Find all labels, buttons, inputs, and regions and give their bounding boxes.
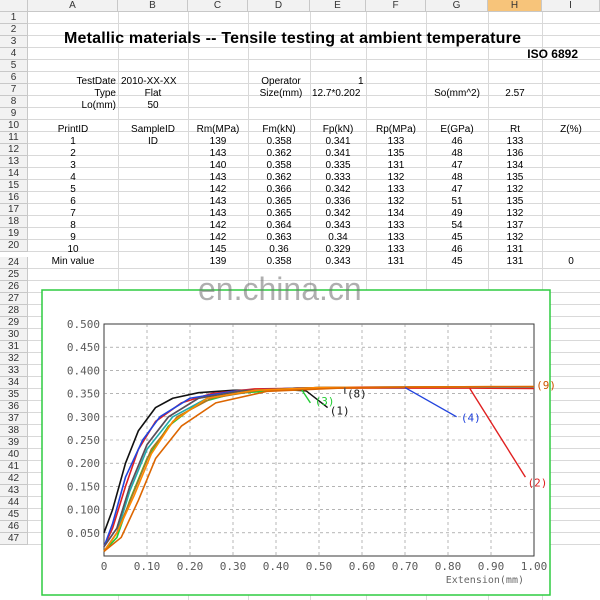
table-cell[interactable]: 131 <box>387 160 405 171</box>
operator-value[interactable]: 1 <box>358 76 364 87</box>
row-header[interactable]: 12 <box>0 144 28 156</box>
column-header-i[interactable]: I <box>542 0 600 12</box>
x-tick-label: 0.10 <box>133 560 161 573</box>
table-cell[interactable]: 136 <box>506 148 524 159</box>
row-header[interactable]: 14 <box>0 168 28 180</box>
row-gridline <box>28 268 600 269</box>
row-header[interactable]: 38 <box>0 425 28 437</box>
row-header[interactable]: 4 <box>0 48 28 60</box>
column-header-h[interactable]: H <box>488 0 542 12</box>
row-header[interactable]: 42 <box>0 473 28 485</box>
table-cell[interactable]: 134 <box>387 208 405 219</box>
table-cell[interactable]: 137 <box>506 220 524 231</box>
row-header[interactable]: 19 <box>0 228 28 240</box>
table-cell[interactable]: 0.342 <box>325 208 351 219</box>
table-cell[interactable]: 0.358 <box>266 160 292 171</box>
row-header[interactable]: 29 <box>0 317 28 329</box>
row-header[interactable]: 35 <box>0 389 28 401</box>
select-all-corner[interactable] <box>0 0 28 12</box>
x-axis-label: Extension(mm) <box>445 575 524 586</box>
table-cell[interactable]: 133 <box>387 232 405 243</box>
table-cell[interactable]: 133 <box>387 220 405 231</box>
table-cell[interactable]: ID <box>148 136 158 147</box>
lo-label: Lo(mm) <box>81 100 116 111</box>
table-header: Rm(MPa) <box>196 124 240 135</box>
operator-label: Operator <box>261 76 301 87</box>
row-gridline <box>28 23 600 24</box>
table-cell[interactable]: 142 <box>209 184 227 195</box>
row-header[interactable]: 8 <box>0 96 28 108</box>
x-tick-label: 0.50 <box>305 560 333 573</box>
row-header[interactable]: 24 <box>0 257 28 269</box>
table-cell[interactable]: 0.363 <box>266 232 292 243</box>
row-header[interactable]: 11 <box>0 132 28 144</box>
row-header[interactable]: 7 <box>0 84 28 96</box>
type-label: Type <box>94 88 116 99</box>
row-header[interactable]: 32 <box>0 353 28 365</box>
x-tick-label: 0 <box>100 560 108 573</box>
table-cell[interactable]: 135 <box>506 172 524 183</box>
table-header: Rt <box>510 124 520 135</box>
row-header[interactable]: 26 <box>0 281 28 293</box>
row-header[interactable]: 9 <box>0 108 28 120</box>
row-header[interactable]: 15 <box>0 180 28 192</box>
y-tick-label: 0.050 <box>66 526 100 540</box>
table-cell[interactable]: 134 <box>506 160 524 171</box>
table-cell[interactable]: 143 <box>209 172 227 183</box>
tensile-curve-chart <box>42 290 557 595</box>
x-tick-label: 0.40 <box>262 560 290 573</box>
row-header[interactable]: 13 <box>0 156 28 168</box>
table-cell[interactable]: 6 <box>70 196 76 207</box>
table-cell[interactable]: 132 <box>506 232 524 243</box>
column-header-b[interactable]: B <box>118 0 188 12</box>
table-header: SampleID <box>131 124 175 135</box>
so-value[interactable]: 2.57 <box>505 88 525 99</box>
table-cell[interactable]: 0.341 <box>325 148 351 159</box>
table-cell[interactable]: Min value <box>51 256 95 267</box>
table-cell[interactable]: 133 <box>387 184 405 195</box>
table-cell[interactable]: 0.362 <box>266 172 292 183</box>
y-tick-label: 0.100 <box>66 503 100 517</box>
table-header: Rp(MPa) <box>375 124 417 135</box>
table-cell[interactable]: 135 <box>387 148 405 159</box>
size-value[interactable]: 12.7*0.202 <box>312 88 361 99</box>
table-cell[interactable]: 135 <box>506 196 524 207</box>
y-tick-label: 0.400 <box>66 364 100 378</box>
table-header: PrintID <box>57 124 89 135</box>
row-header[interactable]: 46 <box>0 521 28 533</box>
row-header[interactable]: 31 <box>0 341 28 353</box>
x-tick-label: 0.80 <box>434 560 462 573</box>
y-tick-label: 0.250 <box>66 434 100 447</box>
row-header[interactable]: 25 <box>0 269 28 281</box>
row-header[interactable]: 47 <box>0 533 28 545</box>
table-cell[interactable]: 54 <box>451 220 463 231</box>
table-cell[interactable]: 3 <box>70 160 76 171</box>
column-header-g[interactable]: G <box>426 0 488 12</box>
table-cell[interactable]: 0.343 <box>325 256 351 267</box>
x-tick-label: 0.30 <box>219 560 247 573</box>
series-annotation: (4) <box>460 411 481 425</box>
table-cell[interactable]: 48 <box>451 148 463 159</box>
row-header[interactable]: 37 <box>0 413 28 425</box>
table-cell[interactable]: 143 <box>209 148 227 159</box>
column-header-a[interactable]: A <box>28 0 118 12</box>
table-cell[interactable]: 0.365 <box>266 196 292 207</box>
row-header[interactable]: 1 <box>0 12 28 24</box>
table-cell[interactable]: 0.358 <box>266 256 292 267</box>
table-cell[interactable]: 47 <box>451 160 463 171</box>
series-annotation: (9) <box>536 378 557 392</box>
table-cell[interactable]: 0.36 <box>269 244 289 255</box>
series-annotation: (2) <box>527 476 548 490</box>
row-header[interactable]: 18 <box>0 216 28 228</box>
column-header-e[interactable]: E <box>310 0 366 12</box>
table-cell[interactable]: 2 <box>70 148 76 159</box>
row-header[interactable]: 43 <box>0 485 28 497</box>
column-header-f[interactable]: F <box>366 0 426 12</box>
row-gridline <box>28 119 600 120</box>
table-cell[interactable]: 4 <box>70 172 76 183</box>
row-gridline <box>28 71 600 72</box>
table-cell[interactable]: 46 <box>451 136 463 147</box>
watermark-text: en.china.cn <box>198 271 362 307</box>
table-cell[interactable]: 133 <box>387 136 405 147</box>
table-cell[interactable]: 5 <box>70 184 76 195</box>
table-cell[interactable]: 0.335 <box>325 160 351 171</box>
series-annotation: (1) <box>329 404 350 418</box>
table-cell[interactable]: 0.329 <box>325 244 351 255</box>
row-header[interactable]: 17 <box>0 204 28 216</box>
table-cell[interactable]: 8 <box>70 220 76 231</box>
table-cell[interactable]: 0.336 <box>325 196 351 207</box>
series-annotation: (8) <box>346 387 367 401</box>
row-header[interactable]: 40 <box>0 449 28 461</box>
row-header[interactable]: 34 <box>0 377 28 389</box>
series-annotation: (3) <box>314 395 335 409</box>
x-tick-label: 0.70 <box>391 560 419 573</box>
y-tick-label: 0.500 <box>66 318 100 331</box>
table-cell[interactable]: 143 <box>209 196 227 207</box>
standard-label: ISO 6892 <box>527 47 578 61</box>
table-cell[interactable]: 49 <box>451 208 463 219</box>
table-cell[interactable]: 0.343 <box>325 220 351 231</box>
row-header[interactable]: 27 <box>0 293 28 305</box>
y-tick-label: 0.450 <box>66 341 100 355</box>
table-cell[interactable]: 133 <box>506 136 524 147</box>
row-header[interactable]: 36 <box>0 401 28 413</box>
table-cell[interactable]: 0 <box>568 256 574 267</box>
x-tick-label: 0.60 <box>348 560 376 573</box>
table-cell[interactable]: 139 <box>209 136 227 147</box>
y-tick-label: 0.200 <box>66 457 100 471</box>
table-cell[interactable]: 131 <box>506 256 524 267</box>
lo-value[interactable]: 50 <box>147 100 159 111</box>
row-header[interactable]: 30 <box>0 329 28 341</box>
table-cell[interactable]: 132 <box>387 172 405 183</box>
table-cell[interactable]: 9 <box>70 232 76 243</box>
table-cell[interactable]: 0.365 <box>266 208 292 219</box>
table-cell[interactable]: 132 <box>506 184 524 195</box>
table-cell[interactable]: 133 <box>387 244 405 255</box>
table-header: Fm(kN) <box>262 124 296 135</box>
table-cell[interactable]: 0.364 <box>266 220 292 231</box>
y-tick-label: 0.350 <box>66 387 100 401</box>
table-cell[interactable]: 45 <box>451 232 463 243</box>
table-cell[interactable]: 7 <box>70 208 76 219</box>
row-header[interactable]: 44 <box>0 497 28 509</box>
table-cell[interactable]: 10 <box>67 244 79 255</box>
x-tick-label: 0.90 <box>477 560 505 573</box>
table-cell[interactable]: 48 <box>451 172 463 183</box>
testdate-label: TestDate <box>76 76 116 87</box>
table-cell[interactable]: 142 <box>209 220 227 231</box>
table-cell[interactable]: 132 <box>387 196 405 207</box>
sheet-title: Metallic materials -- Tensile testing at ambient temperature <box>64 30 522 47</box>
column-header-d[interactable]: D <box>248 0 310 12</box>
testdate-value[interactable]: 2010-XX-XX <box>121 76 177 87</box>
table-cell[interactable]: 51 <box>451 196 463 207</box>
row-header[interactable]: 10 <box>0 120 28 132</box>
table-cell[interactable]: 145 <box>209 244 227 255</box>
row-header[interactable]: 3 <box>0 36 28 48</box>
table-cell[interactable]: 131 <box>387 256 405 267</box>
table-cell[interactable]: 140 <box>209 160 227 171</box>
row-header[interactable]: 41 <box>0 461 28 473</box>
column-header-c[interactable]: C <box>188 0 248 12</box>
type-value[interactable]: Flat <box>144 88 162 99</box>
table-cell[interactable]: 0.366 <box>266 184 292 195</box>
row-gridline <box>28 59 600 60</box>
table-cell[interactable]: 143 <box>209 208 227 219</box>
table-cell[interactable]: 0.333 <box>325 172 351 183</box>
x-tick-label: 1.00 <box>520 560 548 573</box>
table-cell[interactable]: 45 <box>451 256 463 267</box>
table-cell[interactable]: 0.362 <box>266 148 292 159</box>
table-cell[interactable]: 142 <box>209 232 227 243</box>
row-header[interactable]: 39 <box>0 437 28 449</box>
row-header[interactable]: 28 <box>0 305 28 317</box>
table-cell[interactable]: 47 <box>451 184 463 195</box>
row-header[interactable]: 6 <box>0 72 28 84</box>
table-cell[interactable]: 0.341 <box>325 136 351 147</box>
size-label: Size(mm) <box>259 88 303 99</box>
table-header: Z(%) <box>560 124 582 135</box>
table-cell[interactable]: 132 <box>506 208 524 219</box>
row-header[interactable]: 16 <box>0 192 28 204</box>
row-header[interactable]: 5 <box>0 60 28 72</box>
so-label: So(mm^2) <box>434 88 480 99</box>
x-tick-label: 0.20 <box>176 560 204 573</box>
table-cell[interactable]: 0.342 <box>325 184 351 195</box>
table-header: E(GPa) <box>440 124 474 135</box>
y-tick-label: 0.300 <box>66 410 100 424</box>
table-cell[interactable]: 46 <box>451 244 463 255</box>
row-header[interactable]: 20 <box>0 240 28 252</box>
row-header[interactable]: 33 <box>0 365 28 377</box>
row-header[interactable]: 2 <box>0 24 28 36</box>
table-cell[interactable]: 131 <box>506 244 524 255</box>
table-cell[interactable]: 0.358 <box>266 136 292 147</box>
table-header: Fp(kN) <box>322 124 354 135</box>
table-cell[interactable]: 1 <box>70 136 76 147</box>
table-cell[interactable]: 0.34 <box>328 232 348 243</box>
table-cell[interactable]: 139 <box>209 256 227 267</box>
y-tick-label: 0.150 <box>66 480 100 494</box>
row-header[interactable]: 45 <box>0 509 28 521</box>
chart-frame <box>42 290 550 595</box>
